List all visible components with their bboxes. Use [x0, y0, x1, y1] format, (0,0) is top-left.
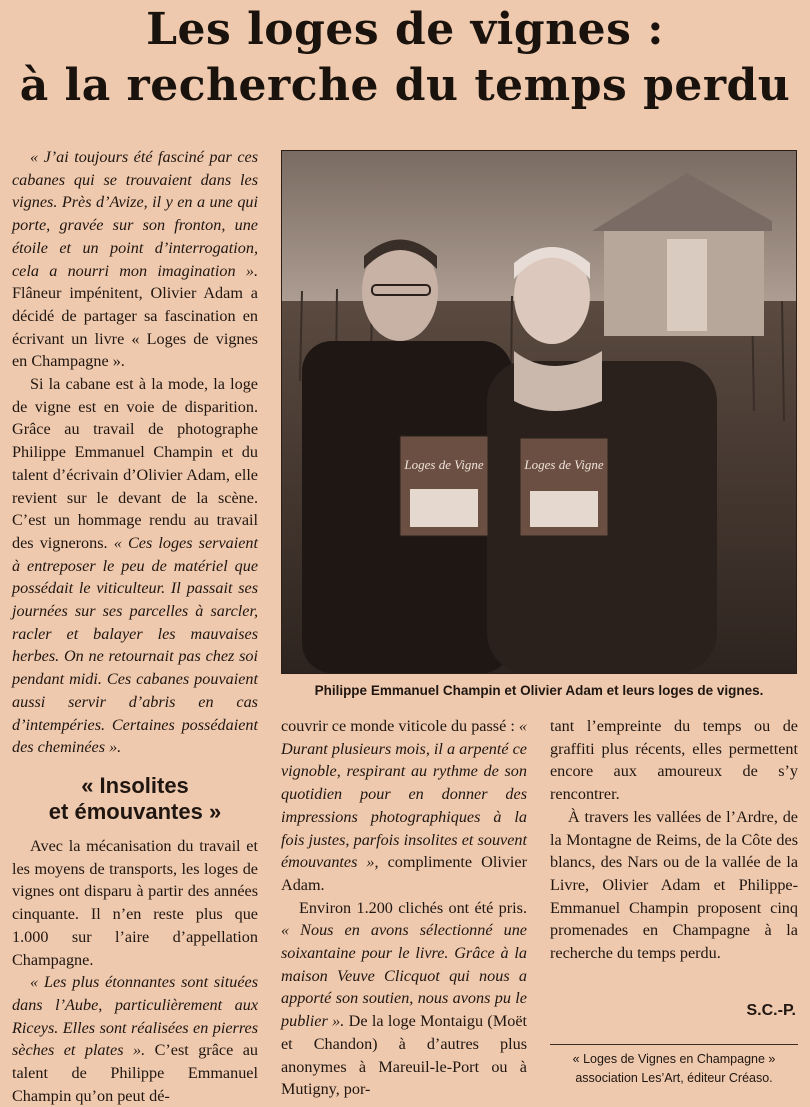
text: Environ 1.200 clichés ont été pris. [299, 898, 527, 917]
text: Flâneur impénitent, Olivier Adam a décidé de partager sa fascination en écrivant un livre « Loges de vignes en Champagne ». [12, 284, 258, 371]
book-left-title: Loges de Vigne [404, 457, 484, 472]
article-column-2 [281, 715, 527, 1101]
headline-line-2: à la recherche du temps perdu [19, 60, 791, 111]
photo-image [282, 151, 796, 673]
text: Si la cabane est à la mode, la loge de vigne est en voie de disparition. Grâce au travail de photographe Philippe Emmanuel Champin et du talent d’écrivain d’Olivier Adam, elle revient sur le devant de la scène. C’est un hommage rendu au travail des vignerons. [12, 375, 258, 552]
paragraph-5 [281, 715, 527, 897]
article-photo [281, 150, 797, 674]
article-column-3 [550, 715, 798, 965]
text: couvrir ce monde viticole du passé : [281, 717, 519, 735]
headline [0, 2, 810, 114]
book-right [520, 438, 608, 536]
paragraph-4 [12, 971, 258, 1107]
quote: « Nous en avons sélectionné une soixantaine pour le livre. Grâce à la maison Veuve Clicquot qui nous a apporté son soutien, nous avons pu le publier ». [281, 921, 527, 1031]
author-signature: S.C.-P. [746, 1002, 796, 1019]
paragraph-1 [12, 146, 258, 373]
subheading-line-2: et émouvantes » [48, 798, 222, 824]
headline-line-1: Les loges de vignes : [146, 4, 664, 55]
quote: « J’ai toujours été fasciné par ces cabanes qui se trouvaient dans les vignes. Près d’Avize, il y en a une qui porte, gravée sur son fronton, une étoile et un point d’interrogation, cela a nourri mon imagination ». [12, 148, 258, 280]
credit-line-2: association Les’Art, éditeur Créaso. [575, 1071, 773, 1085]
subheading [12, 773, 258, 825]
book-left [400, 436, 488, 536]
quote: « Ces loges servaient à entreposer le peu de matériel que possédait le viticulteur. Il passait ses journées sur ses parcelles à sarcler, racler et balayer les mauvaises herbes. On ne retournait pas chez soi pendant midi. Ces cabanes pouvaient aussi servir d’abris en cas d’intempéries. Certaines possédaient des cheminées ». [12, 533, 258, 757]
quote: « Les plus étonnantes sont situées dans l’Aube, particulièrement aux Riceys. Elles sont réalisées en pierres sèches et plates ». [12, 973, 258, 1060]
divider [550, 1044, 798, 1045]
paragraph-2 [12, 373, 258, 759]
text: C’est grâce au talent de Philippe Emmanuel Champin qu’on peut dé- [12, 1041, 258, 1105]
paragraph-6 [281, 897, 527, 1101]
quote: « Durant plusieurs mois, il a arpenté ce vignoble, respirant au rythme de son quotidien pour en donner des impressions photographiques à la fois justes, parfois insolites et souvent émouvantes », [281, 717, 527, 872]
paragraph-3: Avec la mécanisation du travail et les moyens de transports, les loges de vignes ont disparu à partir des années cinquante. Il n’en reste plus que 1.000 sur l’aire d’appellation Champagne. [12, 836, 258, 969]
text: complimente Olivier Adam. [281, 853, 527, 894]
text: De la loge Montaigu (Moët et Chandon) à d’autres plus anonymes à Mareuil-le-Port ou à Mutigny, por- [281, 1012, 527, 1099]
paragraph-8: À travers les vallées de l’Ardre, de la Montagne de Reims, de la Côte des blancs, des Nars ou de la vallée de la Livre, Olivier Adam et Philippe-Emmanuel Champin proposent cinq promenades en Champagne à la recherche du temps perdu. [550, 807, 798, 963]
credit-line-1: « Loges de Vignes en Champagne » [572, 1052, 776, 1066]
photo-caption: Philippe Emmanuel Champin et Olivier Adam et leurs loges de vignes. [314, 683, 764, 698]
subheading-line-1: « Insolites [81, 772, 189, 798]
paragraph-7: tant l’empreinte du temps ou de graffiti plus récents, elles permettent encore aux amoureux de s’y rencontrer. [550, 717, 798, 804]
article-column-1 [12, 146, 258, 1107]
book-credit [550, 1050, 798, 1088]
book-right-title: Loges de Vigne [524, 457, 604, 472]
